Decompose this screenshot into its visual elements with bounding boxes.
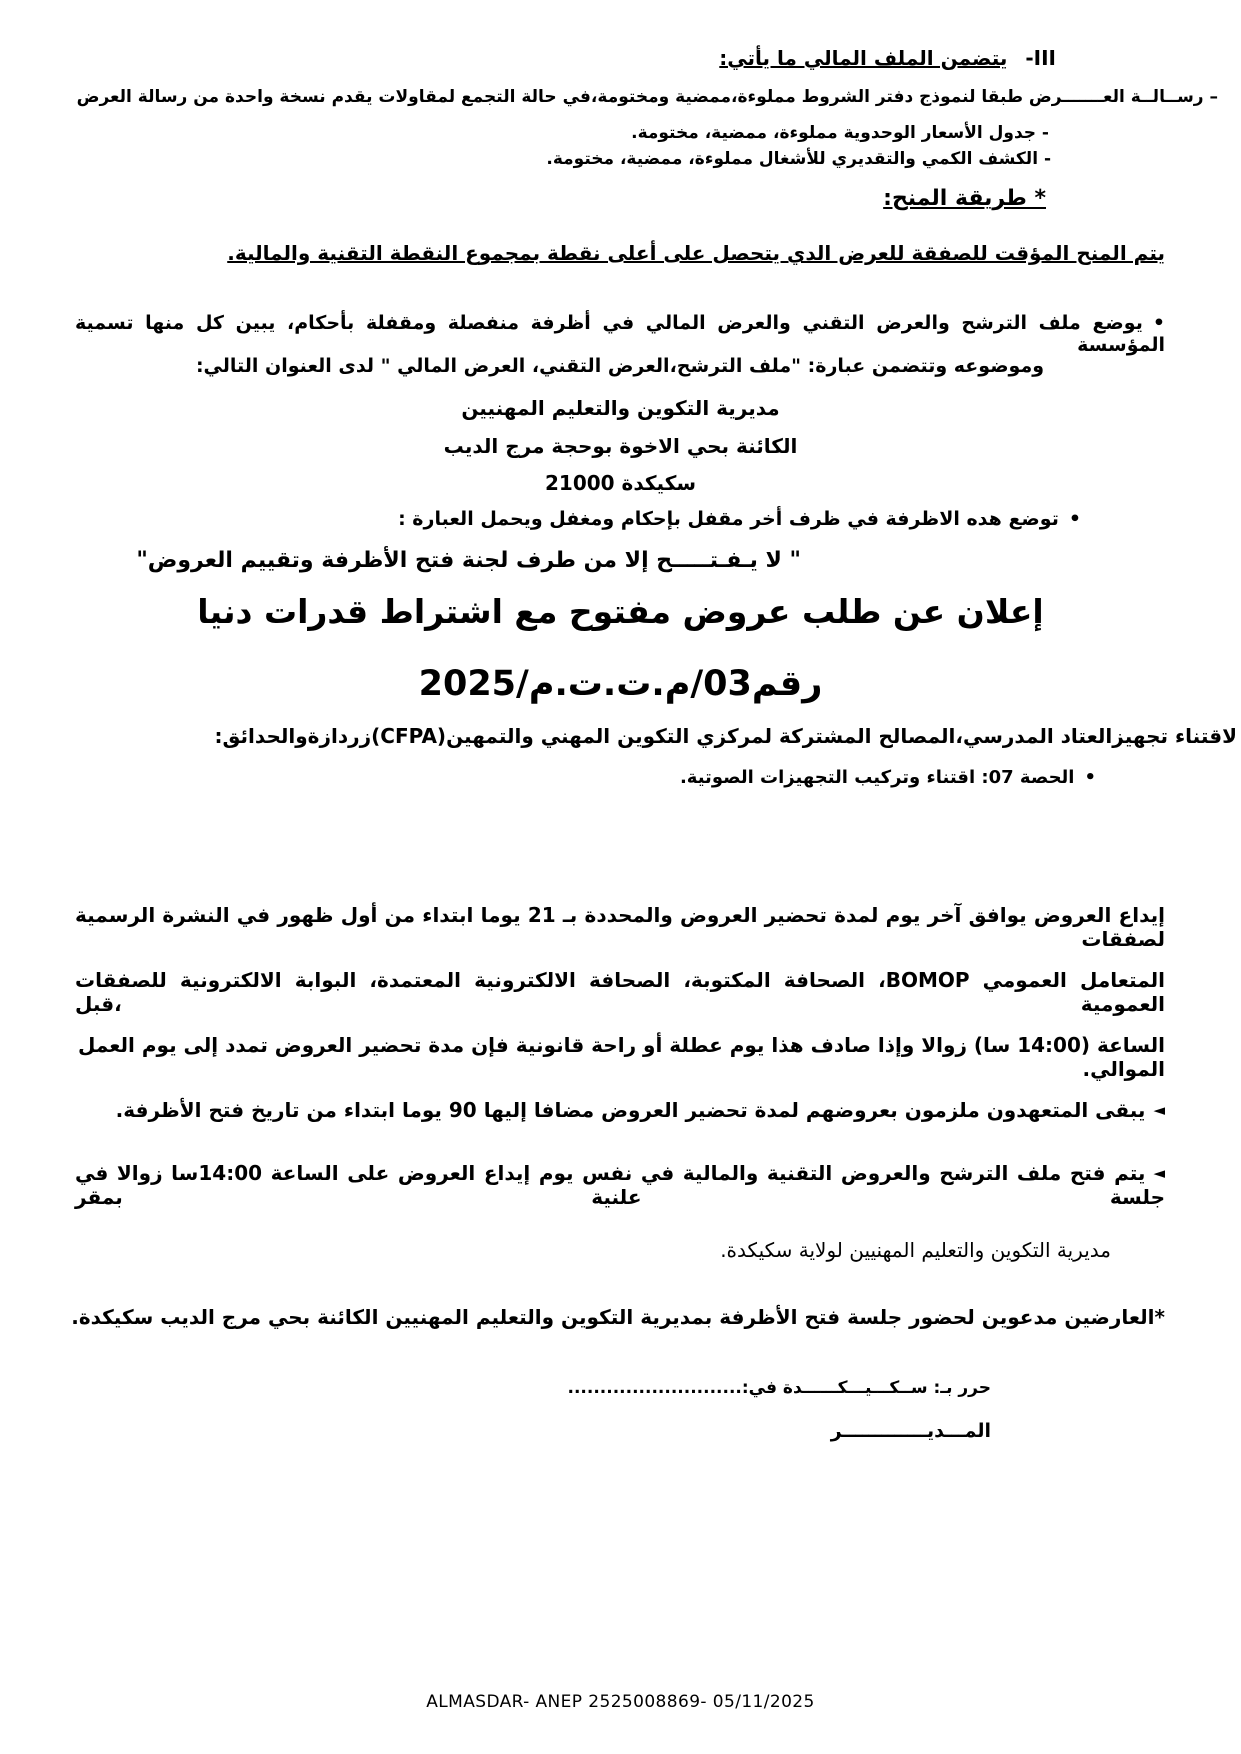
bullet-icon: • bbox=[1068, 508, 1081, 530]
announcement-title: إعلان عن طلب عروض مفتوح مع اشتراط قدرات دنيا bbox=[197, 592, 1044, 631]
submission-address-line: الكائنة بحي الاخوة بوحجة مرج الديب bbox=[443, 434, 798, 458]
outer-envelope-instruction bbox=[398, 508, 1081, 530]
financial-file-heading bbox=[719, 46, 1056, 70]
submission-address-line: مديرية التكوين والتعليم المهنيين bbox=[461, 396, 780, 420]
deadline-paragraph-line: المتعامل العمومي BOMOP، الصحافة المكتوبة، الصحافة الالكترونية المعتمدة، البوابة الالكترونية للصفقات العمومية ،قبل bbox=[75, 968, 1165, 1016]
anep-footer: ALMASDAR- ANEP 2525008869- 05/11/2025 bbox=[426, 1692, 815, 1712]
lot-item-text: الحصة 07: اقتناء وتركيب التجهيزات الصوتية. bbox=[679, 767, 1075, 788]
bullet-icon: • bbox=[1152, 312, 1165, 334]
envelope-instruction-line1 bbox=[75, 312, 1165, 356]
lot-item bbox=[680, 767, 1096, 788]
validity-note bbox=[75, 1098, 1165, 1122]
deadline-paragraph-line: إيداع العروض يوافق آخر يوم لمدة تحضير العروض والمحددة بـ 21 يوما ابتداء من أول ظهور في النشرة الرسمية لصفقات bbox=[75, 903, 1165, 951]
invitation-note: *العارضين مدعوين لحضور جلسة فتح الأظرفة بمديرية التكوين والتعليم المهنيين الكائنة بحي مرج الديب سكيكدة. bbox=[71, 1305, 1165, 1329]
bullet-icon: • bbox=[1084, 767, 1096, 788]
arrow-icon: ◄ bbox=[1153, 1164, 1165, 1182]
outer-envelope-instruction-text: توضع هده الاظرفة في ظرف أخر مقفل بإحكام ومغفل ويحمل العبارة : bbox=[398, 508, 1059, 530]
confidentiality-note: " لا يـفـتـــــح إلا من طرف لجنة فتح الأظرفة وتقييم العروض" bbox=[136, 548, 801, 573]
envelope-instruction-text: يوضع ملف الترشح والعرض التقني والعرض المالي في أظرفة منفصلة ومقفلة بأحكام، يبين كل منها تسمية المؤسسة bbox=[75, 312, 1165, 356]
financial-file-heading-text: يتضمن الملف المالي ما يأتي: bbox=[719, 46, 1008, 70]
opening-note-line2: مديرية التكوين والتعليم المهنيين لولاية سكيكدة. bbox=[720, 1238, 1111, 1262]
envelope-instruction-line2: وموضوعه وتتضمن عبارة: "ملف الترشح،العرض التقني، العرض المالي " لدى العنوان التالي: bbox=[195, 355, 1045, 377]
place-date-line: حرر بـ: ســكـــيـــكــــــدة في:........................... bbox=[567, 1378, 991, 1398]
arrow-icon: ◄ bbox=[1153, 1101, 1165, 1119]
financial-file-item: – رســالــة العـــــــرض طبقا لنموذج دفتر الشروط مملوءة،ممضية ومختومة،في حالة التجمع لمقاولات يقدم نسخة واحدة من رسالة العرض bbox=[76, 87, 1218, 107]
opening-note-text: يتم فتح ملف الترشح والعروض التقنية والمالية في نفس يوم إيداع العروض على الساعة 14:00سا زوالا في جلسة علنية بمقر bbox=[75, 1161, 1165, 1209]
financial-file-item: - الكشف الكمي والتقديري للأشغال مملوءة، ممضية، مختومة. bbox=[546, 149, 1051, 169]
announcement-subject: لاقتناء تجهيزالعتاد المدرسي،المصالح المشتركة لمركزي التكوين المهني والتمهين(CFPA)زردازةوالحدائق: bbox=[214, 724, 1237, 748]
validity-note-text: يبقى المتعهدون ملزمون بعروضهم لمدة تحضير العروض مضافا إليها 90 يوما ابتداء من تاريخ فتح الأظرفة. bbox=[115, 1098, 1146, 1122]
opening-note-line1 bbox=[75, 1161, 1165, 1209]
submission-address-line: سكيكدة 21000 bbox=[544, 471, 696, 495]
deadline-paragraph-line: الساعة (14:00 سا) زوالا وإذا صادف هذا يوم عطلة أو راحة قانونية فإن مدة تحضير العروض تمدد إلى يوم العمل الموالي. bbox=[78, 1033, 1165, 1081]
announcement-reference: رقم03/م.ت.ت.م/2025 bbox=[418, 664, 823, 704]
award-method-heading: * طريقة المنح: bbox=[883, 186, 1046, 211]
section-numeral: -III bbox=[1025, 46, 1056, 70]
director-signature: المـــديـــــــــــــر bbox=[830, 1420, 991, 1442]
award-method-statement: يتم المنح المؤقت للصفقة للعرض الدي يتحصل على أعلى نقطة بمجموع النقطة التقنية والمالية. bbox=[227, 241, 1165, 265]
financial-file-item: - جدول الأسعار الوحدوية مملوءة، ممضية، مختومة. bbox=[631, 123, 1049, 143]
